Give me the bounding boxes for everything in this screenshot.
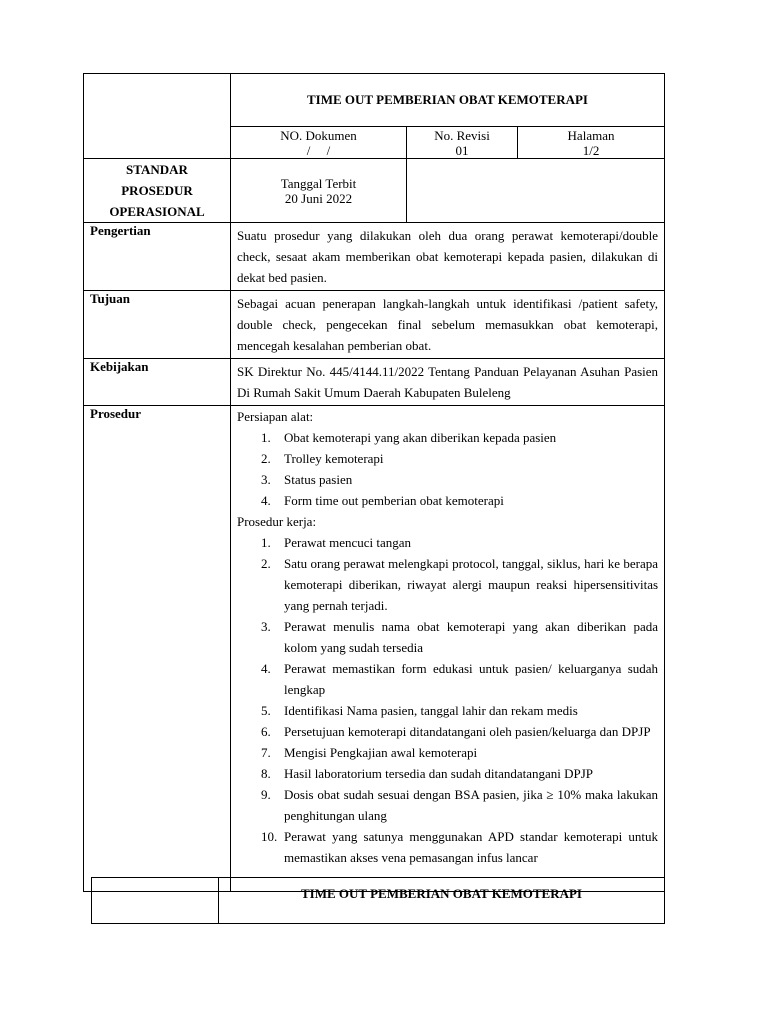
list-item xyxy=(237,469,658,490)
list-item-number: 4. xyxy=(261,661,271,676)
continuation-logo-cell xyxy=(92,878,219,924)
pengertian-text: Suatu prosedur yang dilakukan oleh dua orang perawat kemoterapi/double check, sesaat akam memberikan obat kemoterapi kepada pasien, dilakukan di dekat bed pasien. xyxy=(231,223,665,291)
list-item-number: 9. xyxy=(261,787,271,802)
list-item xyxy=(237,784,658,826)
list-item-text: Obat kemoterapi yang akan diberikan kepada pasien xyxy=(284,430,557,445)
kebijakan-label: Kebijakan xyxy=(84,359,231,406)
list-item-number: 3. xyxy=(261,619,271,634)
pengertian-label: Pengertian xyxy=(84,223,231,291)
halaman-label: Halaman xyxy=(567,128,615,143)
list-item-text: Persetujuan kemoterapi ditandatangani oleh pasien/keluarga dan DPJP xyxy=(284,724,651,739)
no-dokumen-cell xyxy=(231,127,407,159)
list-item xyxy=(237,448,658,469)
list-item xyxy=(237,658,658,700)
sop-label-line2: PROSEDUR xyxy=(121,183,193,198)
kerja-list xyxy=(237,532,658,868)
sop-label-line3: OPERASIONAL xyxy=(109,204,205,219)
signature-cell xyxy=(407,159,665,223)
list-item-text: Satu orang perawat melengkapi protocol, tanggal, siklus, hari ke berapa kemoterapi diberikan, riwayat alergi maupun reaksi hipersensitivitas yang pernah terjadi. xyxy=(284,556,659,613)
tanggal-terbit-value: 20 Juni 2022 xyxy=(284,191,353,206)
document-title: TIME OUT PEMBERIAN OBAT KEMOTERAPI xyxy=(231,74,665,127)
list-item-number: 5. xyxy=(261,703,271,718)
list-item-text: Dosis obat sudah sesuai dengan BSA pasien, jika ≥ 10% maka lakukan penghitungan ulang xyxy=(284,787,659,823)
list-item-number: 7. xyxy=(261,745,271,760)
halaman-value: 1/2 xyxy=(582,143,600,158)
list-item xyxy=(237,721,658,742)
list-item xyxy=(237,616,658,658)
prosedur-content xyxy=(231,406,665,892)
no-dokumen-value: / / xyxy=(306,143,331,158)
list-item-number: 3. xyxy=(261,472,271,487)
prosedur-label: Prosedur xyxy=(84,406,231,892)
sop-label-cell xyxy=(84,159,231,223)
list-item-number: 2. xyxy=(261,451,271,466)
list-item xyxy=(237,490,658,511)
list-item xyxy=(237,427,658,448)
tanggal-terbit-label: Tanggal Terbit xyxy=(280,176,357,191)
list-item-text: Perawat mencuci tangan xyxy=(284,535,412,550)
list-item-number: 1. xyxy=(261,535,271,550)
no-revisi-value: 01 xyxy=(455,143,469,158)
persiapan-heading: Persiapan alat: xyxy=(237,409,314,424)
list-item-text: Perawat yang satunya menggunakan APD standar kemoterapi untuk memastikan akses vena pemasangan infus lancar xyxy=(284,829,659,865)
list-item-text: Perawat menulis nama obat kemoterapi yang akan diberikan pada kolom yang sudah tersedia xyxy=(284,619,659,655)
tujuan-label: Tujuan xyxy=(84,291,231,359)
list-item-text: Form time out pemberian obat kemoterapi xyxy=(284,493,504,508)
list-item-number: 2. xyxy=(261,556,271,571)
kebijakan-text: SK Direktur No. 445/4144.11/2022 Tentang Panduan Pelayanan Asuhan Pasien Di Rumah Sakit Umum Daerah Kabupaten Buleleng xyxy=(231,359,665,406)
list-item-number: 4. xyxy=(261,493,271,508)
list-item-number: 10. xyxy=(261,829,278,844)
list-item-text: Mengisi Pengkajian awal kemoterapi xyxy=(284,745,478,760)
sop-label-line1: STANDAR xyxy=(126,162,188,177)
continuation-table xyxy=(91,877,665,924)
no-revisi-label: No. Revisi xyxy=(434,128,490,143)
list-item-number: 6. xyxy=(261,724,271,739)
list-item xyxy=(237,742,658,763)
list-item-text: Trolley kemoterapi xyxy=(284,451,384,466)
list-item xyxy=(237,553,658,616)
tujuan-text: Sebagai acuan penerapan langkah-langkah untuk identifikasi /patient safety, double check, pengecekan final sebelum memasukkan obat kemoterapi, mencegah kesalahan pemberian obat. xyxy=(231,291,665,359)
logo-cell xyxy=(84,74,231,159)
list-item-number: 1. xyxy=(261,430,271,445)
persiapan-list xyxy=(237,427,658,511)
kerja-heading: Prosedur kerja: xyxy=(237,514,317,529)
list-item xyxy=(237,826,658,868)
list-item-text: Identifikasi Nama pasien, tanggal lahir dan rekam medis xyxy=(284,703,578,718)
list-item xyxy=(237,700,658,721)
list-item-number: 8. xyxy=(261,766,271,781)
sop-table xyxy=(83,73,665,892)
list-item-text: Perawat memastikan form edukasi untuk pasien/ keluarganya sudah lengkap xyxy=(284,661,659,697)
tanggal-terbit-cell xyxy=(231,159,407,223)
no-dokumen-label: NO. Dokumen xyxy=(280,128,357,143)
list-item-text: Status pasien xyxy=(284,472,353,487)
list-item xyxy=(237,763,658,784)
halaman-cell xyxy=(518,127,665,159)
continuation-title: TIME OUT PEMBERIAN OBAT KEMOTERAPI xyxy=(219,878,665,924)
list-item xyxy=(237,532,658,553)
no-revisi-cell xyxy=(407,127,518,159)
list-item-text: Hasil laboratorium tersedia dan sudah ditandatangani DPJP xyxy=(284,766,594,781)
